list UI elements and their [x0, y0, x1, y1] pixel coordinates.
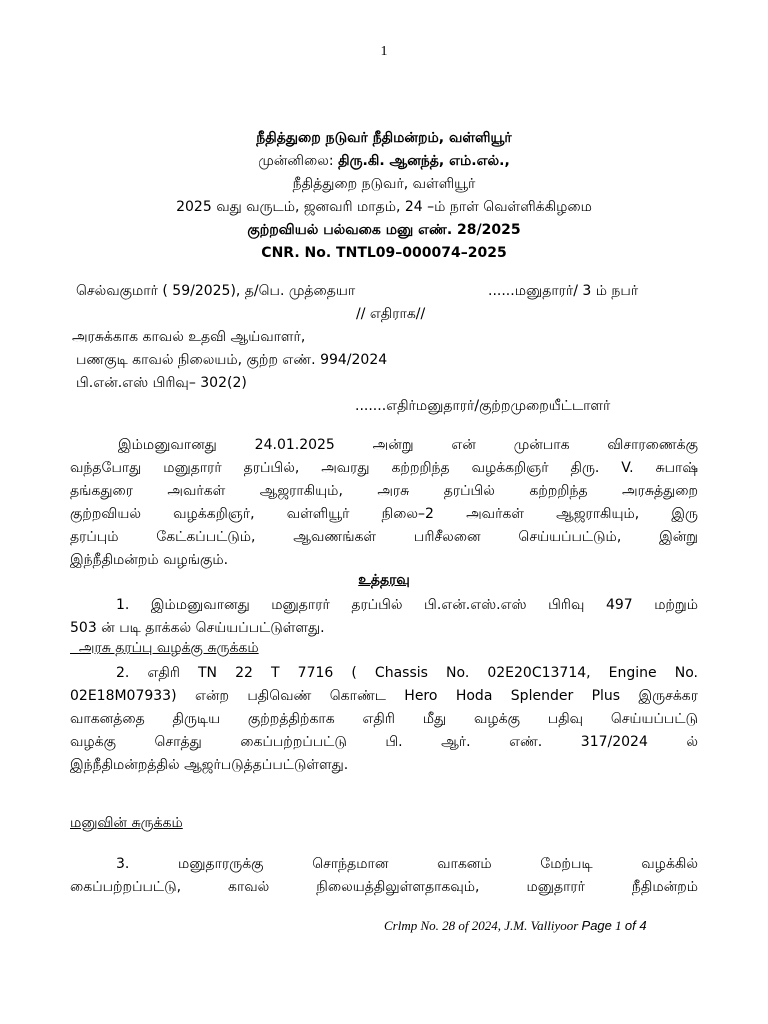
- footer-page-word: Page: [581, 918, 612, 933]
- court-name: நீதித்துறை நடுவர் நீதிமன்றம், வள்ளியூர்: [256, 130, 512, 146]
- para2-line: வாகனத்தை திருடிய குற்றத்திற்காக எதிரி மீது வழக்கு பதிவு செய்யப்பட்டு: [70, 711, 698, 727]
- para3-line: கைப்பற்றப்பட்டு, காவல் நிலையத்திலுள்ளதாகவும், மனுதாரர் நீதிமன்றம்: [70, 879, 698, 895]
- intro-line: இம்மனுவானது 24.01.2025 அன்று என் முன்பாக விசாரணைக்கு: [118, 437, 698, 453]
- paragraph-2: [70, 662, 698, 777]
- intro-paragraph: [70, 434, 698, 572]
- respondent-line-3: பி.என்.எஸ் பிரிவு– 302(2): [76, 375, 247, 391]
- respondent-line-1: அரசுக்காக காவல் உதவி ஆய்வாளர்,: [72, 329, 306, 345]
- page-footer: [384, 918, 647, 934]
- petitioner-name: செல்வகுமார் ( 59/2025), த/பெ. முத்தையா: [76, 283, 356, 299]
- para2-line: இந்நீதிமன்றத்தில் ஆஜர்படுத்தப்பட்டுள்ளது.: [70, 757, 349, 773]
- para1-line: 1. இம்மனுவானது மனுதாரர் தரப்பில் பி.என்.எஸ்.எஸ் பிரிவு 497 மற்றும்: [116, 597, 698, 613]
- presence-name: திரு.கி. ஆனந்த், எம்.எல்.,: [338, 153, 510, 169]
- respondent-role: .......எதிர்மனுதாரர்/குற்றமுறையீட்டாளர்: [355, 398, 611, 414]
- para2-line: வழக்கு சொத்து கைப்பற்றப்பட்டு பி. ஆர். எண். 317/2024 ல்: [70, 734, 698, 750]
- presence-prefix: முன்னிலை:: [258, 153, 339, 169]
- petitioner-role: ......மனுதாரர்/ 3 ம் நபர்: [488, 283, 639, 299]
- footer-page-total: of 4: [624, 918, 647, 933]
- paragraph-1: [70, 594, 698, 640]
- footer-page-current: 1: [611, 918, 625, 933]
- respondent-line-2: பணகுடி காவல் நிலையம், குற்ற எண். 994/2024: [76, 352, 388, 368]
- prosecution-summary-heading: அரசு தரப்பு வழக்கு சுருக்கம்: [70, 640, 259, 656]
- intro-line: தரப்பும் கேட்கப்பட்டும், ஆவணங்கள் பரிசீலனை செய்யப்பட்டும், இன்று: [70, 529, 698, 545]
- intro-line: இந்நீதிமன்றம் வழங்கும்.: [70, 552, 229, 568]
- versus-label: // எதிராக//: [356, 306, 426, 322]
- para2-line: 02E18M07933) என்ற பதிவெண் கொண்ட Hero Hoda Splender Plus இருசக்கர: [70, 688, 698, 704]
- designation: நீதித்துறை நடுவர், வள்ளியூர்: [292, 176, 476, 192]
- paragraph-3: [70, 853, 698, 899]
- cnr-number: CNR. No. TNTL09–000074–2025: [261, 245, 507, 261]
- para1-line: 503 ன் படி தாக்கல் செய்யப்பட்டுள்ளது.: [70, 620, 325, 636]
- petition-summary-heading: மனுவின் சுருக்கம்: [70, 815, 183, 831]
- intro-line: குற்றவியல் வழக்கறிஞர், வள்ளியூர் நிலை–2 அவர்கள் ஆஜராகியும், இரு: [70, 506, 698, 522]
- date-line: 2025 வது வருடம், ஜனவரி மாதம், 24 –ம் நாள் வெள்ளிக்கிழமை: [176, 199, 592, 215]
- order-heading: உத்தரவு: [358, 572, 410, 588]
- presence-line: [0, 153, 768, 171]
- intro-line: வந்தபோது மனுதாரர் தரப்பில், அவரது கற்றறிந்த வழக்கறிஞர் திரு. V. சுபாஷ்: [70, 460, 698, 476]
- intro-line: தங்கதுரை அவர்கள் ஆஜராகியும், அரசு தரப்பில் கற்றறிந்த அரசுத்துறை: [70, 483, 698, 499]
- petition-number: குற்றவியல் பல்வகை மனு எண். 28/2025: [247, 222, 521, 238]
- footer-case-ref: Crlmp No. 28 of 2024, J.M. Valliyoor: [384, 918, 582, 933]
- para3-line: 3. மனுதாரருக்கு சொந்தமான வாகனம் மேற்படி வழக்கில்: [116, 856, 698, 872]
- para2-line: 2. எதிரி TN 22 T 7716 ( Chassis No. 02E20C13714, Engine No.: [116, 665, 698, 681]
- page-number: 1: [380, 44, 388, 59]
